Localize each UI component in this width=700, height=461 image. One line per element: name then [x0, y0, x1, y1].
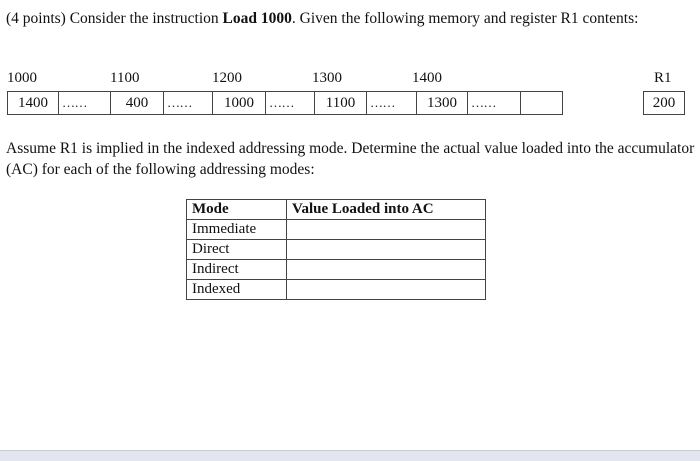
memory-cell: 1000	[213, 92, 266, 114]
memory-ellipsis-cell: ……	[367, 92, 417, 114]
value-header: Value Loaded into AC	[287, 200, 486, 220]
table-row	[187, 240, 486, 260]
value-cell	[287, 280, 486, 300]
value-cell	[287, 220, 486, 240]
mode-cell: Immediate	[187, 220, 287, 240]
memory-address-label: 1000	[7, 70, 37, 86]
question-prefix: (4 points) Consider the instruction	[6, 10, 223, 27]
memory-cell: 400	[111, 92, 164, 114]
memory-address-label: 1300	[312, 70, 342, 86]
value-cell	[287, 240, 486, 260]
mode-cell: Direct	[187, 240, 287, 260]
mode-header: Mode	[187, 200, 287, 220]
value-cell	[287, 260, 486, 280]
memory-ellipsis-cell: ……	[59, 92, 111, 114]
assumption-text: Assume R1 is implied in the indexed addressing mode. Determine the actual value loaded into the accumulator (AC) for each of the following addressing modes:	[6, 140, 695, 178]
memory-cell: 1100	[315, 92, 367, 114]
memory-address-label: 1200	[212, 70, 242, 86]
table-row	[187, 220, 486, 240]
memory-address-label: 1400	[412, 70, 442, 86]
memory-ellipsis-cell: ……	[266, 92, 315, 114]
memory-ellipsis-cell: ……	[164, 92, 213, 114]
addressing-modes-table	[186, 199, 486, 300]
mode-cell: Indirect	[187, 260, 287, 280]
register-label: R1	[654, 70, 672, 86]
memory-strip	[7, 91, 563, 115]
mode-cell: Indexed	[187, 280, 287, 300]
instruction-text: Load 1000	[222, 10, 292, 27]
memory-address-label: 1100	[110, 70, 140, 86]
table-header-row	[187, 200, 486, 220]
memory-cell: 1400	[8, 92, 59, 114]
table-row	[187, 280, 486, 300]
question-text	[6, 8, 692, 29]
memory-ellipsis-cell: ……	[468, 92, 521, 114]
memory-cell: 1300	[417, 92, 468, 114]
table-row	[187, 260, 486, 280]
question-suffix: . Given the following memory and register R1 contents:	[291, 10, 639, 27]
bottom-divider	[0, 450, 700, 461]
register-value-box: 200	[643, 91, 685, 115]
memory-cell	[521, 92, 562, 114]
